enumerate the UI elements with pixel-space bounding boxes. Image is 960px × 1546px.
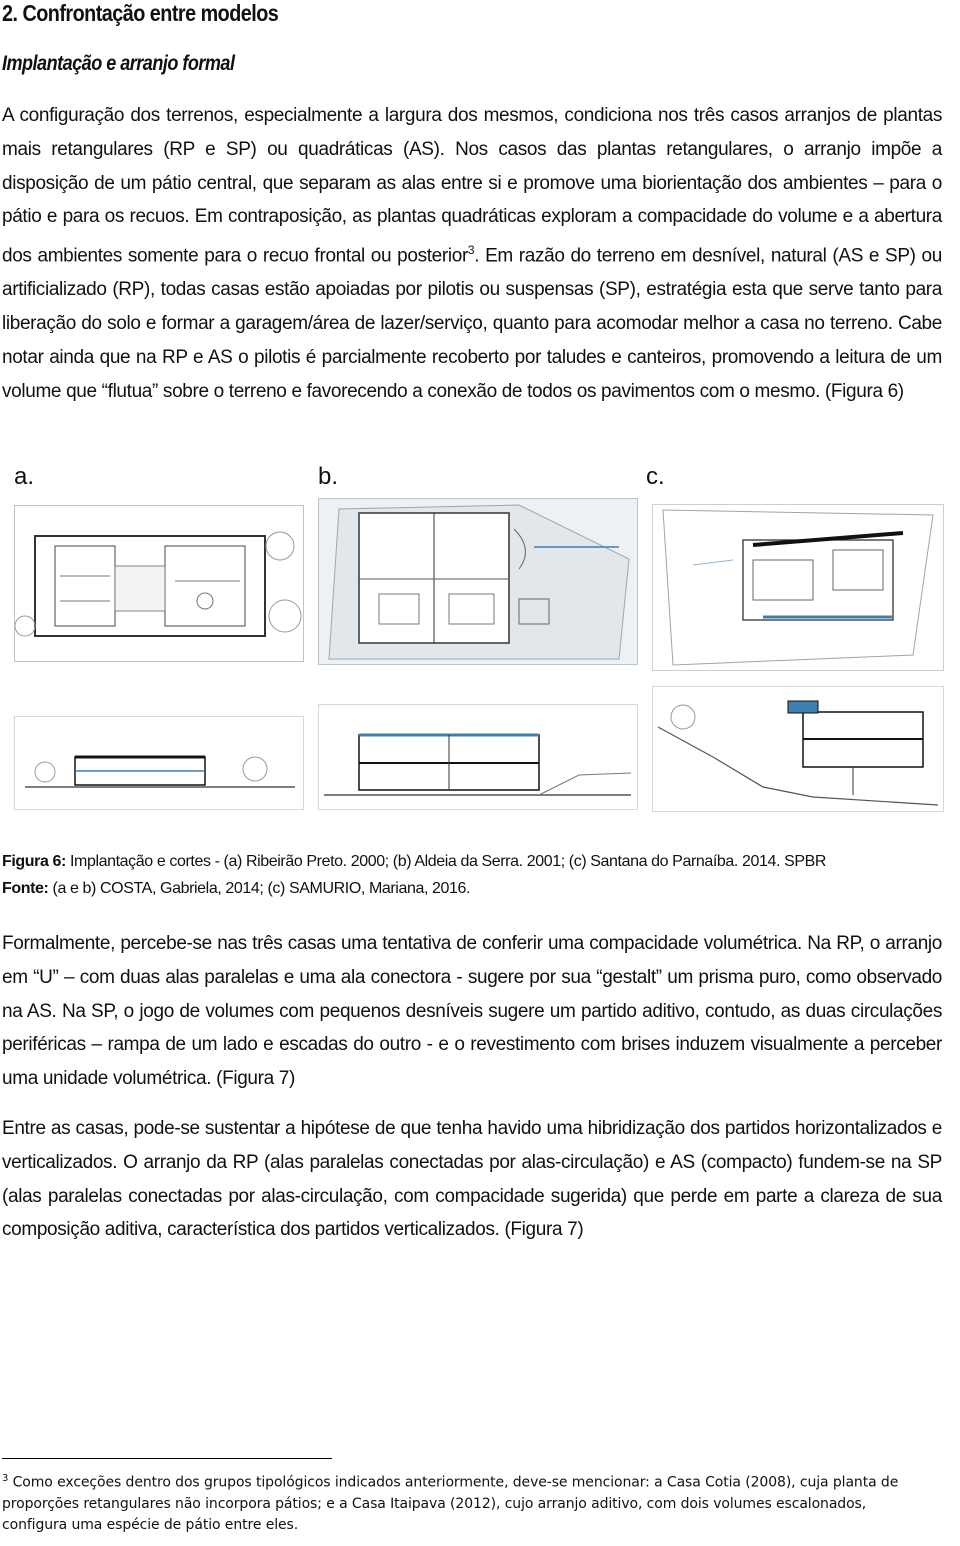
figure-caption (2, 853, 826, 871)
figure-a-plan (14, 505, 304, 662)
caption-figure-text: Implantação e cortes - (a) Ribeirão Preto. 2000; (b) Aldeia da Serra. 2001; (c) Santana do Parnaíba. 2014. SPBR (65, 853, 827, 870)
subsection-title: Implantação e arranjo formal (2, 52, 235, 75)
footnote-mark: 3 (2, 1473, 9, 1484)
paragraph-1-text-b: . Em razão do terreno em desnível, natural (AS e SP) ou artificializado (RP), todas casas estão apoiadas por pilotis ou suspensas (SP), estratégia esta que serve tanto para liberação do solo e formar a garagem/área de lazer/serviço, quanto para acomodar melhor a casa no terreno. Cabe notar ainda que na RP e AS o pilotis é parcialmente recoberto por taludes e canteiros, promovendo a leitura de um volume que “flutua” sobre o terreno e favorecendo a conexão de todos os pavimentos com o mesmo. (Figura 6) (2, 245, 942, 402)
figure-source (2, 880, 470, 898)
figure-b-plan (318, 498, 638, 665)
caption-figure-label: Figura 6: (2, 853, 66, 870)
figure-label-c: c. (646, 463, 665, 490)
footnote-ref[interactable]: 3 (467, 243, 475, 258)
figure-c-plan (652, 504, 944, 671)
footnote-separator (2, 1458, 332, 1459)
caption-source-label: Fonte: (2, 880, 49, 897)
footnote-text: Como exceções dentro dos grupos tipológicos indicados anteriormente, deve-se mencionar: a Casa Cotia (2008), cuja planta de proporções retangulares não incorpora pátios; e a Casa Itaipava (2012), cujo arranjo aditivo, com dois volumes escalonados, configura uma espécie de pátio entre eles. (2, 1474, 899, 1533)
section-title: 2. Confrontação entre modelos (2, 0, 279, 26)
paragraph-1-text-a: A configuração dos terrenos, especialmente a largura dos mesmos, condiciona nos três casos arranjos de plantas mais retangulares (RP e SP) ou quadráticas (AS). Nos casos das plantas retangulares, o arranjo impõe a disposição de um pátio central, que separam as alas entre si e promove uma biorientação dos ambientes – para o pátio e para os recuos. Em contraposição, as plantas quadráticas exploram a compacidade do volume e a abertura dos ambientes somente para o recuo frontal ou posterior (2, 105, 942, 267)
footnote (2, 1468, 932, 1536)
paragraph-2: Formalmente, percebe-se nas três casas uma tentativa de conferir uma compacidade volumétrica. Na RP, o arranjo em “U” – com duas alas paralelas e uma ala conectora - sugere por sua “gestalt” um prisma puro, como observado na AS. Na SP, o jogo de volumes com pequenos desníveis sugere um partido aditivo, contudo, as duas circulações periféricas – rampa de um lado e escadas do outro - e o revestimento com brises induzem visualmente a perceber uma unidade volumétrica. (Figura 7) (2, 933, 942, 1090)
paragraph-1 (2, 99, 942, 409)
figure-label-a: a. (14, 463, 35, 490)
caption-source-text: (a e b) COSTA, Gabriela, 2014; (c) SAMURIO, Mariana, 2016. (48, 880, 471, 897)
figure-c-section (652, 686, 944, 812)
figure-a-section (14, 716, 304, 810)
figure-b-section (318, 704, 638, 810)
figure-label-b: b. (318, 463, 339, 490)
paragraph-3: Entre as casas, pode-se sustentar a hipótese de que tenha havido uma hibridização dos partidos horizontalizados e verticalizados. O arranjo da RP (alas paralelas conectadas por alas-circulação) e AS (compacto) fundem-se na SP (alas paralelas conectadas por alas-circulação, com compacidade sugerida) que perde em parte a clareza de sua composição aditiva, característica dos partidos verticalizados. (Figura 7) (2, 1118, 942, 1241)
